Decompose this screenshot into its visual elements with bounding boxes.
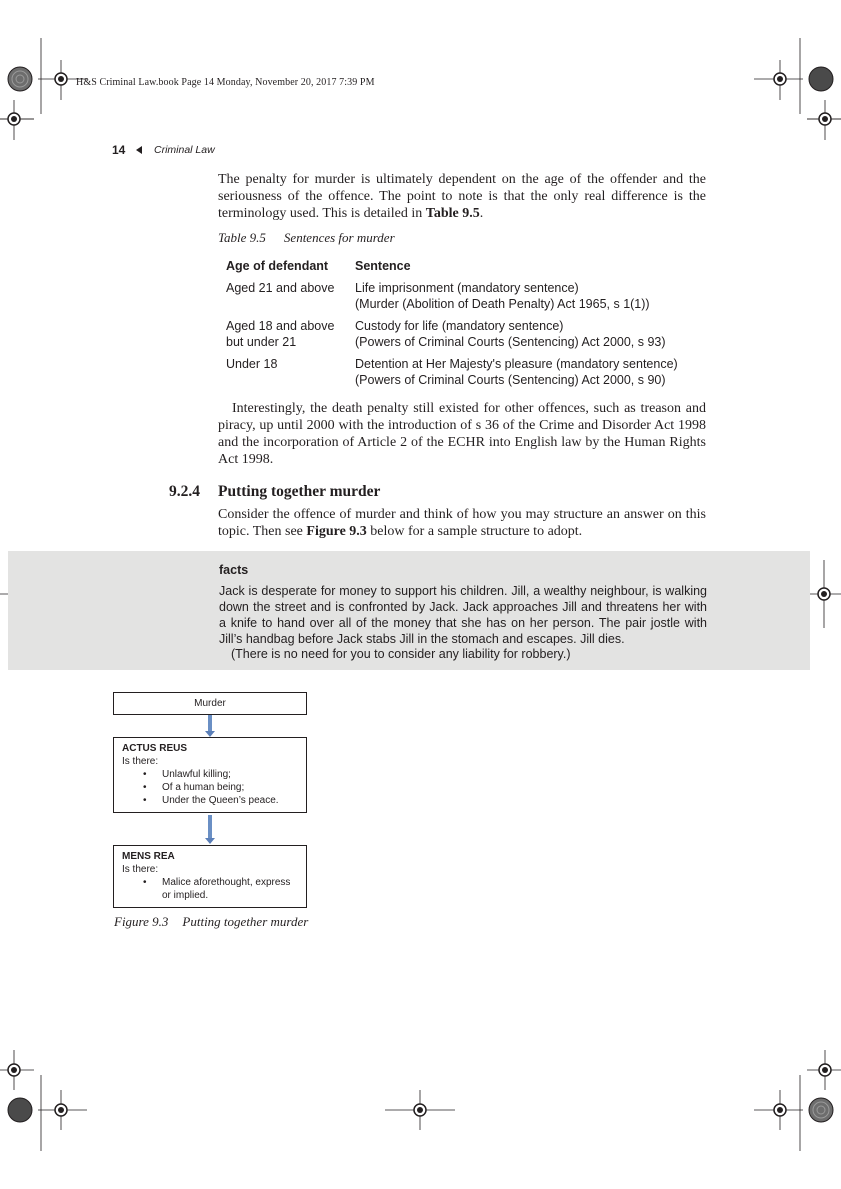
text-run: . — [479, 206, 484, 221]
facts-line: down the street and is confronted by Jack. Jack approaches Jill and threatens her with — [219, 600, 707, 614]
registration-target-top-right — [754, 60, 803, 100]
flowchart-box-label: Murder — [194, 698, 226, 709]
cell-line: Life imprisonment (mandatory sentence) — [355, 281, 579, 295]
paragraph-line: and the incorporation of Article 2 of the ECHR into English law by the Human Rights — [218, 435, 706, 450]
paragraph-line: piracy, up until 2000 with the introduction of s 36 of the Crime and Disorder Act 1998 — [218, 418, 706, 433]
list-item — [114, 876, 298, 902]
paragraph-line: Interestingly, the death penalty still existed for other offences, such as treason and — [232, 401, 706, 416]
cell-line: Custody for life (mandatory sentence) — [355, 319, 564, 333]
table-caption — [218, 230, 395, 246]
paragraph-line: Consider the offence of murder and think of how you may structure an answer on this — [218, 507, 706, 522]
registration-target-bottom-left — [38, 1090, 87, 1130]
table-cell-sentence — [355, 356, 678, 388]
table-caption-label: Table 9.5 — [218, 230, 266, 245]
list-item: • Unlawful killing; — [114, 768, 298, 781]
column-header: Sentence — [355, 259, 411, 273]
cell-line: (Powers of Criminal Courts (Sentencing) Act 2000, s 93) — [355, 335, 666, 349]
mens-rea-title: MENS REA — [122, 851, 175, 862]
column-header: Age of defendant — [226, 259, 329, 273]
text-run: topic. Then see — [218, 524, 307, 539]
list-item-line: Malice aforethought, express — [162, 877, 291, 888]
list-item-line: or implied. — [162, 890, 209, 901]
table-cell-sentence — [355, 280, 650, 312]
cell-line: Aged 21 and above — [226, 281, 335, 295]
mens-rea-list — [114, 876, 298, 902]
facts-text — [219, 583, 707, 647]
list-item: • Of a human being; — [114, 781, 298, 794]
facts-line: Jack is desperate for money to support his children. Jill, a wealthy neighbour, is walking — [219, 584, 707, 598]
registration-target-lower-right — [819, 1050, 831, 1090]
section-intro-paragraph — [218, 506, 706, 540]
registration-target-mid-right — [807, 560, 841, 628]
registration-target-bottom-center — [385, 1090, 455, 1130]
death-penalty-paragraph — [218, 400, 706, 468]
section-number: 9.2.4 — [169, 483, 200, 500]
table-cell-age — [226, 280, 351, 296]
cell-line: but under 21 — [226, 335, 297, 349]
registration-target-lower-left — [8, 1050, 20, 1090]
facts-line: Jill’s handbag before Jack stabs Jill in the stomach and escapes. Jill dies. — [219, 632, 625, 646]
intro-paragraph — [218, 171, 706, 222]
figure-caption-label: Figure 9.3 — [114, 914, 169, 929]
paragraph-line: The penalty for murder is ultimately dependent on the age of the offender and the — [218, 172, 706, 187]
paragraph-line: seriousness of the offence. The point to note is that the only real difference is the — [218, 189, 706, 204]
triangle-left-icon — [136, 146, 142, 154]
flow-arrowhead-icon — [205, 838, 215, 844]
flowchart-box-murder — [113, 692, 307, 715]
text-run: below for a sample structure to adopt. — [366, 524, 583, 539]
list-item: • Under the Queen’s peace. — [114, 794, 298, 807]
figure-caption — [114, 914, 308, 930]
color-dial-top-left — [8, 67, 32, 91]
color-dial-top-right — [809, 67, 833, 91]
color-dial-bottom-left — [8, 1098, 32, 1122]
cell-line: Detention at Her Majesty's pleasure (mandatory sentence) — [355, 357, 678, 371]
color-dial-bottom-right — [809, 1098, 833, 1122]
flow-arrow-icon — [208, 815, 212, 838]
table-cell-sentence — [355, 318, 666, 350]
table-cell-age — [226, 318, 351, 350]
text-run: terminology used. This is detailed in — [218, 206, 426, 221]
table-caption-title: Sentences for murder — [283, 230, 395, 245]
flowchart-box-mens-rea — [113, 845, 307, 908]
running-header-title: Criminal Law — [154, 144, 215, 156]
page-number: 14 — [112, 143, 126, 157]
section-title: Putting together murder — [218, 483, 381, 500]
registration-target-bottom-right — [754, 1090, 803, 1130]
table-cell-age — [226, 356, 351, 372]
actus-reus-intro: Is there: — [122, 756, 159, 767]
cell-line: (Powers of Criminal Courts (Sentencing) Act 2000, s 90) — [355, 373, 666, 387]
cell-line: Under 18 — [226, 357, 278, 371]
facts-note: (There is no need for you to consider any liability for robbery.) — [231, 647, 571, 661]
flowchart-box-actus-reus — [113, 737, 307, 813]
print-slug: H&S Criminal Law.book Page 14 Monday, November 20, 2017 7:39 PM — [76, 77, 375, 88]
table-reference: Table 9.5 — [425, 206, 480, 221]
facts-title: facts — [219, 563, 249, 577]
facts-line: a knife to hand over all of the money that she has on her person. The pair jostle with — [219, 616, 707, 630]
figure-reference: Figure 9.3 — [306, 524, 367, 539]
cell-line: (Murder (Abolition of Death Penalty) Act 1965, s 1(1)) — [355, 297, 650, 311]
figure-caption-title: Putting together murder — [182, 914, 309, 929]
paragraph-line — [218, 205, 706, 222]
flow-arrow-icon — [208, 715, 212, 731]
actus-reus-title: ACTUS REUS — [122, 743, 188, 754]
paragraph-line: Act 1998. — [218, 452, 274, 467]
actus-reus-list — [114, 768, 298, 807]
cell-line: Aged 18 and above — [226, 319, 335, 333]
registration-target-upper-left — [0, 100, 34, 140]
mens-rea-intro: Is there: — [122, 864, 159, 875]
registration-target-upper-right — [807, 100, 841, 140]
paragraph-line — [218, 523, 706, 540]
